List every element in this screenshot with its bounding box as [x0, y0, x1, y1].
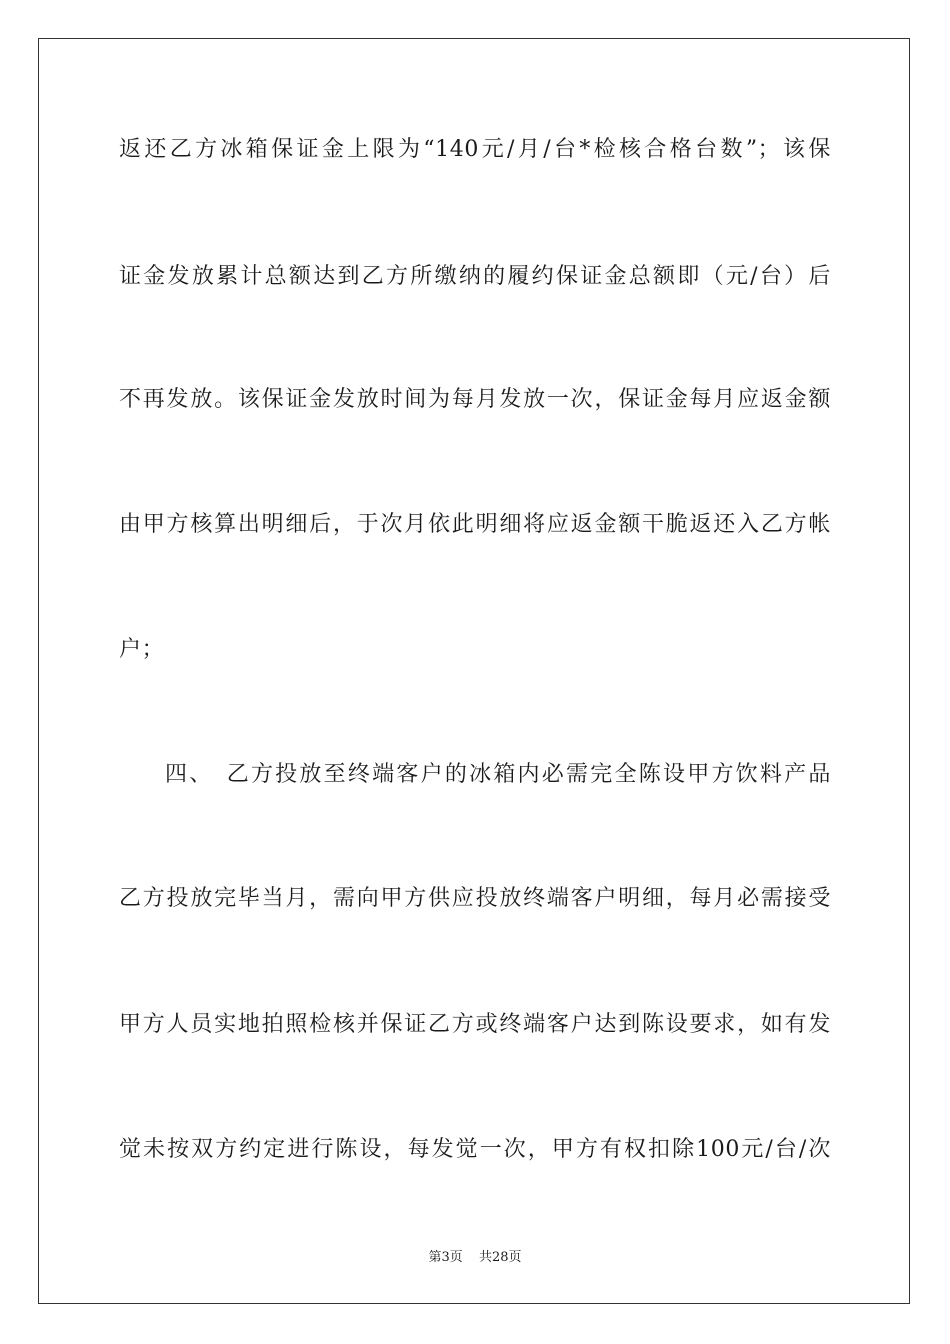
page-footer — [0, 1246, 950, 1265]
page-number: 第3页 — [428, 1250, 463, 1265]
body-line-8: 甲方人员实地拍照检核并保证乙方或终端客户达到陈设要求，如有发 — [119, 1012, 831, 1037]
body-line-1: 返还乙方冰箱保证金上限为“140元/月/台*检核合格台数”；该保 — [119, 137, 831, 162]
section-four-heading: 四、 乙方投放至终端客户的冰箱内必需完全陈设甲方饮料产品 — [165, 762, 831, 787]
body-line-3: 不再发放。该保证金发放时间为每月发放一次，保证金每月应返金额 — [119, 387, 831, 412]
body-line-2: 证金发放累计总额达到乙方所缴纳的履约保证金总额即（元/台）后 — [119, 264, 831, 289]
body-line-9: 觉未按双方约定进行陈设，每发觉一次，甲方有权扣除100元/台/次 — [119, 1137, 831, 1162]
total-pages: 共28页 — [478, 1250, 522, 1265]
body-line-7: 乙方投放完毕当月，需向甲方供应投放终端客户明细，每月必需接受 — [119, 886, 831, 911]
page-border — [38, 38, 910, 1304]
body-line-4: 由甲方核算出明细后，于次月依此明细将应返金额干脆返还入乙方帐 — [119, 512, 831, 537]
body-line-5: 户； — [119, 637, 165, 662]
